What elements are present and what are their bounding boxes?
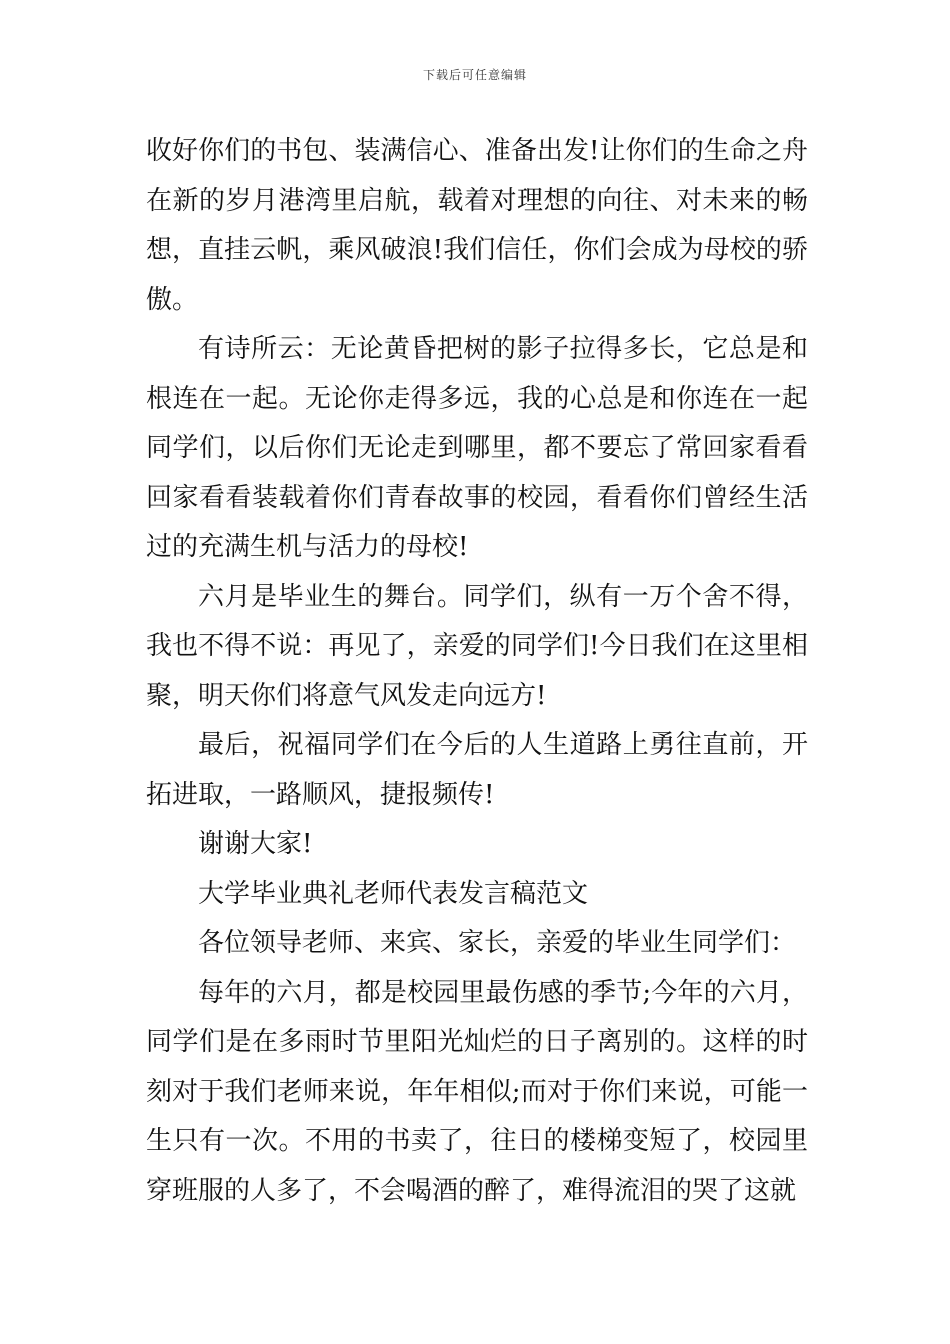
paragraph: 六月是毕业生的舞台。同学们，纵有一万个舍不得，我也不得不说：再见了，亲爱的同学们!今日我们在这里相聚，明天你们将意气风发走向远方! xyxy=(146,581,808,711)
paragraph: 收好你们的书包、装满信心、准备出发!让你们的生命之舟在新的岁月港湾里启航，载着对理想的向往、对未来的畅想，直挂云帆，乘风破浪!我们信任，你们会成为母校的骄傲。 xyxy=(146,136,808,315)
paragraph: 有诗所云：无论黄昏把树的影子拉得多长，它总是和根连在一起。无论你走得多远，我的心总是和你连在一起同学们，以后你们无论走到哪里，都不要忘了常回家看看回家看看装载着你们青春故事的校园，看看你们曾经生活过的充满生机与活力的母校! xyxy=(146,334,808,562)
paragraph: 最后，祝福同学们在今后的人生道路上勇往直前，开拓进取，一路顺风，捷报频传! xyxy=(146,730,808,810)
document-body xyxy=(146,127,808,1216)
page-header: 下载后可任意编辑 xyxy=(422,68,527,82)
section-title: 大学毕业典礼老师代表发言稿范文 xyxy=(198,878,589,909)
salutation: 各位领导老师、来宾、家长，亲爱的毕业生同学们： xyxy=(198,928,797,958)
paragraph: 谢谢大家! xyxy=(198,829,313,859)
paragraph: 每年的六月，都是校园里最伤感的季节;今年的六月，同学们是在多雨时节里阳光灿烂的日子离别的。这样的时刻对于我们老师来说，年年相似;而对于你们来说，可能一生只有一次。不用的书卖了，往日的楼梯变短了，校园里穿班服的人多了，不会喝酒的醉了，难得流泪的哭了这就 xyxy=(146,977,808,1206)
